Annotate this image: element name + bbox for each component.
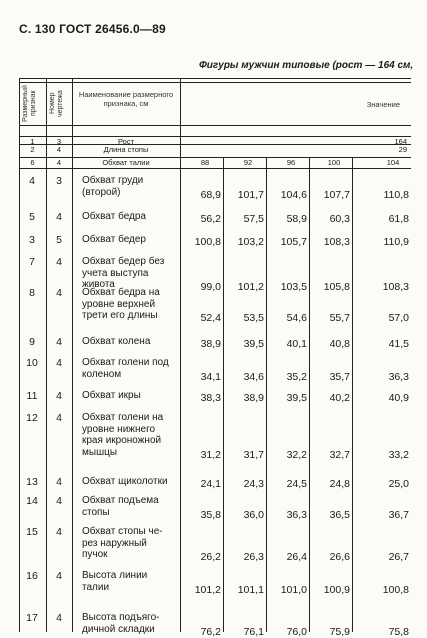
row-number: 12 xyxy=(26,412,38,424)
row-drawing-number: 4 xyxy=(56,570,62,582)
row-name: Высота линии xyxy=(82,570,148,581)
row-name: уровне верхней xyxy=(82,298,156,310)
row-value: 40,1 xyxy=(286,338,307,350)
waist-girth-value: 88 xyxy=(200,158,210,167)
header-row-value: 29 xyxy=(398,145,407,154)
row-value: 26,6 xyxy=(329,551,350,563)
row-drawing-number: 4 xyxy=(56,476,62,488)
header-row-number: 1 xyxy=(30,137,35,146)
row-name: стопы xyxy=(82,506,110,518)
row-drawing-number: 5 xyxy=(56,234,62,246)
row-value: 101,0 xyxy=(280,583,307,596)
row-value: 56,2 xyxy=(200,213,221,225)
row-divider xyxy=(19,125,411,126)
row-number: 5 xyxy=(29,211,35,223)
row-name: Обхват бедра xyxy=(82,211,146,222)
column-header-name: Наименование размерного признака, см xyxy=(78,90,174,108)
column-header-value: Значение xyxy=(366,100,400,109)
table-caption: Фигуры мужчин типовые (рост — 164 см, xyxy=(199,60,414,71)
row-value: 107,7 xyxy=(323,188,350,201)
row-number: 15 xyxy=(26,526,38,538)
column-divider xyxy=(72,78,73,632)
row-name: Обхват груди xyxy=(82,175,144,186)
row-value: 38,9 xyxy=(243,392,264,404)
row-name: (второй) xyxy=(82,186,121,198)
row-value: 41,5 xyxy=(388,338,409,350)
row-value: 58,9 xyxy=(286,213,307,225)
header-row-drawing: 4 xyxy=(56,145,62,154)
row-name: пучок xyxy=(82,549,108,560)
row-value: 39,5 xyxy=(286,392,307,404)
row-value: 38,9 xyxy=(200,338,221,350)
row-value: 38,3 xyxy=(200,392,221,404)
row-name: Обхват бедра на xyxy=(82,287,160,298)
row-name: Обхват стопы че- xyxy=(82,526,163,537)
row-value: 105,8 xyxy=(323,281,350,293)
row-value: 101,2 xyxy=(237,281,264,293)
header-row-name: Длина стопы xyxy=(103,145,149,154)
row-number: 11 xyxy=(26,390,38,402)
row-value: 36,3 xyxy=(388,370,409,383)
row-name: Обхват щиколотки xyxy=(82,476,168,487)
row-name: уровне нижнего xyxy=(82,423,156,435)
row-name: Обхват бедер xyxy=(82,234,146,245)
row-value: 32,7 xyxy=(329,448,350,461)
row-value: 101,2 xyxy=(194,583,221,596)
row-name: Высота подъяго- xyxy=(82,612,160,623)
row-value: 32,2 xyxy=(286,448,307,461)
row-value: 52,4 xyxy=(200,312,221,324)
row-value: 35,8 xyxy=(200,508,221,521)
row-name: дичной складки xyxy=(82,623,155,635)
row-value: 24,5 xyxy=(286,478,307,490)
row-value: 24,1 xyxy=(200,478,221,490)
row-value: 34,1 xyxy=(200,370,221,383)
row-value: 99,0 xyxy=(200,281,221,293)
waist-girth-value: 96 xyxy=(286,158,296,167)
row-value: 103,2 xyxy=(237,236,264,248)
header-row-number: 2 xyxy=(30,145,35,154)
row-value: 35,7 xyxy=(329,370,350,383)
row-name: Обхват подъема xyxy=(82,495,159,506)
row-name: учета выступа xyxy=(82,267,149,279)
row-value: 57,5 xyxy=(243,213,264,225)
row-name: Обхват бедер без xyxy=(82,256,165,267)
row-value: 54,6 xyxy=(286,312,307,324)
row-number: 13 xyxy=(26,476,38,488)
header-top-rule xyxy=(19,78,411,79)
row-drawing-number: 4 xyxy=(56,357,62,369)
row-value: 31,2 xyxy=(200,448,221,461)
row-drawing-number: 4 xyxy=(56,495,62,507)
row-value: 108,3 xyxy=(382,281,409,293)
row-drawing-number: 4 xyxy=(56,612,62,624)
row-name: талии xyxy=(82,581,110,593)
row-number: 17 xyxy=(26,612,38,624)
row-value: 76,2 xyxy=(200,625,221,638)
row-value: 26,3 xyxy=(243,551,264,563)
row-value: 36,7 xyxy=(388,508,409,521)
row-number: 14 xyxy=(26,495,38,507)
row-value: 100,9 xyxy=(323,583,350,596)
row-drawing-number: 4 xyxy=(56,256,62,268)
row-value: 26,7 xyxy=(388,551,409,563)
row-name: Обхват голени на xyxy=(82,412,164,423)
row-name: Обхват икры xyxy=(82,390,141,401)
column-divider xyxy=(352,157,353,632)
row-value: 36,0 xyxy=(243,508,264,521)
row-value: 60,3 xyxy=(329,213,350,225)
row-value: 40,9 xyxy=(388,392,409,404)
row-value: 101,7 xyxy=(237,188,264,201)
row-value: 103,5 xyxy=(280,281,307,293)
row-value: 34,6 xyxy=(243,370,264,383)
row-value: 100,8 xyxy=(194,236,221,248)
row-value: 24,3 xyxy=(243,478,264,490)
row-name: коленом xyxy=(82,368,122,380)
row-value: 55,7 xyxy=(329,312,350,324)
row-drawing-number: 4 xyxy=(56,336,62,348)
column-header-size-feature: Размерный признак xyxy=(22,85,37,122)
row-value: 36,5 xyxy=(329,508,350,521)
header-row-name: Рост xyxy=(117,137,135,146)
row-value: 75,9 xyxy=(329,625,350,638)
row-drawing-number: 4 xyxy=(56,211,62,223)
row-number: 7 xyxy=(29,256,35,268)
header-row-name: Обхват талии xyxy=(102,158,150,167)
row-number: 3 xyxy=(29,234,35,246)
row-drawing-number: 4 xyxy=(56,412,62,424)
row-value: 26,4 xyxy=(286,551,307,563)
row-number: 10 xyxy=(26,357,38,369)
row-number: 9 xyxy=(29,336,35,348)
row-number: 8 xyxy=(29,287,35,299)
waist-girth-value: 104 xyxy=(386,158,400,167)
row-value: 25,0 xyxy=(388,478,409,490)
row-value: 105,7 xyxy=(280,236,307,248)
row-drawing-number: 3 xyxy=(56,175,62,187)
row-value: 108,3 xyxy=(323,236,350,248)
row-value: 57,0 xyxy=(388,312,409,324)
row-value: 68,9 xyxy=(200,188,221,201)
row-number: 4 xyxy=(29,175,35,187)
waist-girth-value: 92 xyxy=(243,158,253,167)
row-value: 110,9 xyxy=(383,236,409,248)
row-value: 100,8 xyxy=(382,583,409,596)
row-value: 76,0 xyxy=(286,625,307,638)
row-number: 16 xyxy=(26,570,38,582)
row-value: 24,8 xyxy=(329,478,350,490)
row-value: 53,5 xyxy=(243,312,264,324)
row-value: 33,2 xyxy=(388,448,409,461)
header-top-rule xyxy=(19,82,411,83)
row-divider xyxy=(19,136,411,137)
header-row-number: 6 xyxy=(30,158,35,167)
header-row-drawing: 4 xyxy=(56,158,62,167)
row-name: живота xyxy=(82,279,115,290)
row-value: 26,2 xyxy=(200,551,221,563)
waist-girth-value: 100 xyxy=(327,158,341,167)
header-row-value: 164 xyxy=(394,137,407,146)
row-name: Обхват голени под xyxy=(82,357,169,368)
row-value: 36,3 xyxy=(286,508,307,521)
column-header-drawing-no: Номер чертежа xyxy=(49,90,64,117)
row-value: 31,7 xyxy=(243,448,264,461)
row-value: 40,2 xyxy=(329,392,350,404)
row-name: Обхват колена xyxy=(82,336,151,347)
row-name: края икроножной xyxy=(82,435,162,446)
row-value: 40,8 xyxy=(329,338,350,350)
row-drawing-number: 4 xyxy=(56,526,62,538)
row-drawing-number: 4 xyxy=(56,287,62,299)
row-value: 35,2 xyxy=(286,370,307,383)
row-value: 76,1 xyxy=(243,625,264,638)
row-name: трети его длины xyxy=(82,310,158,321)
header-row-drawing: 3 xyxy=(56,137,62,146)
row-value: 39,5 xyxy=(243,338,264,350)
row-value: 61,8 xyxy=(388,213,409,225)
column-divider xyxy=(180,78,181,632)
column-divider xyxy=(46,78,47,632)
row-name: мышцы xyxy=(82,446,117,458)
table-left-border xyxy=(19,78,20,632)
row-value: 110,8 xyxy=(383,188,409,201)
row-value: 104,6 xyxy=(280,188,307,201)
row-value: 75,8 xyxy=(388,625,409,638)
row-value: 101,1 xyxy=(237,583,264,596)
row-name: рез наружный xyxy=(82,537,147,549)
page-header: С. 130 ГОСТ 26456.0—89 xyxy=(19,22,166,36)
row-drawing-number: 4 xyxy=(56,390,62,402)
